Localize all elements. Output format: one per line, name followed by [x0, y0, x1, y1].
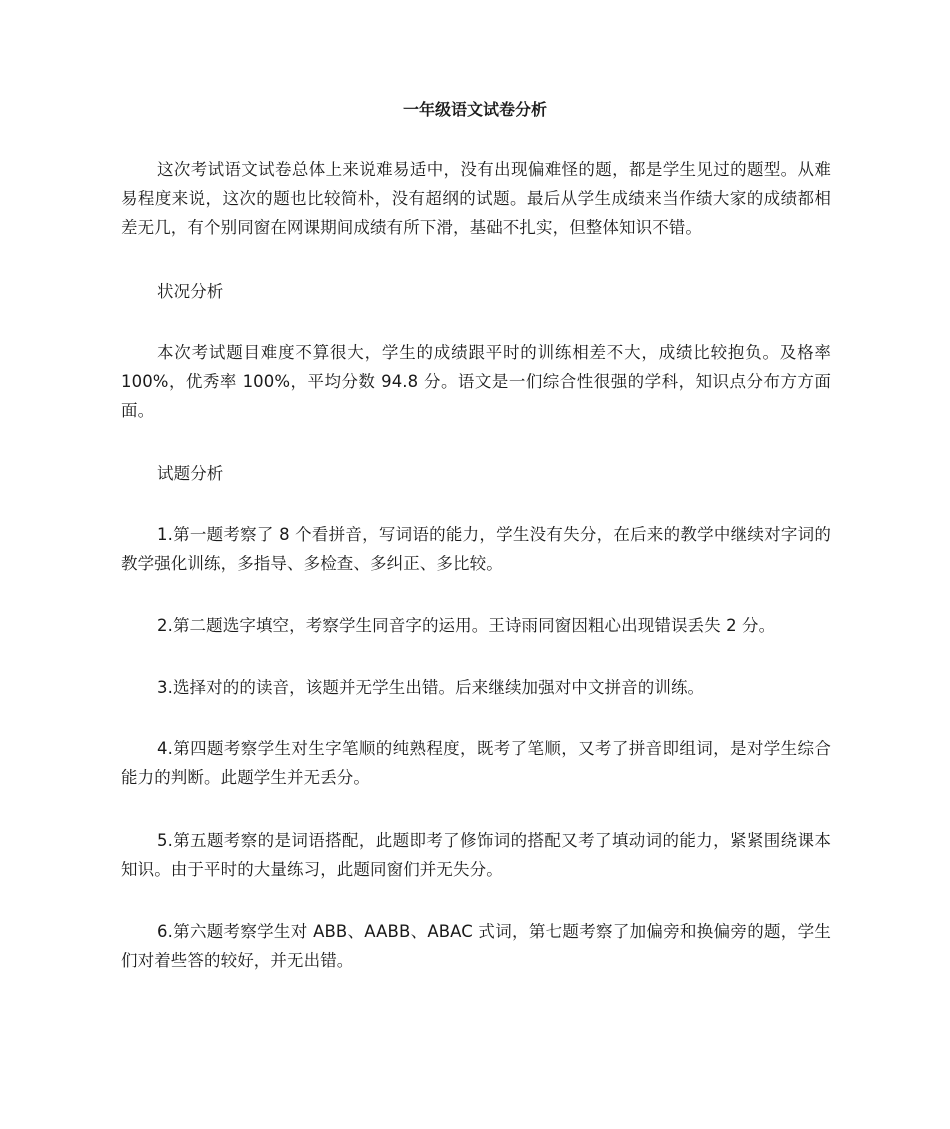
question-6-paragraph: 6.第六题考察学生对 ABB、AABB、ABAC 式词，第七题考察了加偏旁和换偏旁的题，学生们对着些答的较好，并无出错。	[121, 922, 831, 970]
section-heading-situation: 状况分析	[157, 282, 224, 301]
intro-paragraph: 这次考试语文试卷总体上来说难易适中，没有出现偏难怪的题，都是学生见过的题型。从难易程度来说，这次的题也比较简朴，没有超纲的试题。最后从学生成绩来当作绩大家的成绩都相差无几，有个别同窗在网课期间成绩有所下滑，基础不扎实，但整体知识不错。	[121, 160, 831, 237]
question-4-paragraph: 4.第四题考察学生对生字笔顺的纯熟程度，既考了笔顺，又考了拼音即组词，是对学生综合能力的判断。此题学生并无丢分。	[121, 739, 831, 787]
question-3-paragraph: 3.选择对的的读音，该题并无学生出错。后来继续加强对中文拼音的训练。	[157, 678, 705, 697]
question-1-paragraph: 1.第一题考察了 8 个看拼音，写词语的能力，学生没有失分，在后来的教学中继续对字词的教学强化训练，多指导、多检查、多纠正、多比较。	[121, 525, 831, 573]
question-5-paragraph: 5.第五题考察的是词语搭配，此题即考了修饰词的搭配又考了填动词的能力，紧紧围绕课本知识。由于平时的大量练习，此题同窗们并无失分。	[121, 831, 831, 879]
question-2-paragraph: 2.第二题选字填空，考察学生同音字的运用。王诗雨同窗因粗心出现错误丢失 2 分。	[157, 616, 776, 635]
situation-paragraph: 本次考试题目难度不算很大，学生的成绩跟平时的训练相差不大，成绩比较抱负。及格率 100%，优秀率 100%，平均分数 94.8 分。语文是一们综合性很强的学科，知识点分布方方面面。	[121, 343, 831, 420]
document-title: 一年级语文试卷分析	[402, 100, 547, 119]
section-heading-questions: 试题分析	[157, 464, 224, 483]
